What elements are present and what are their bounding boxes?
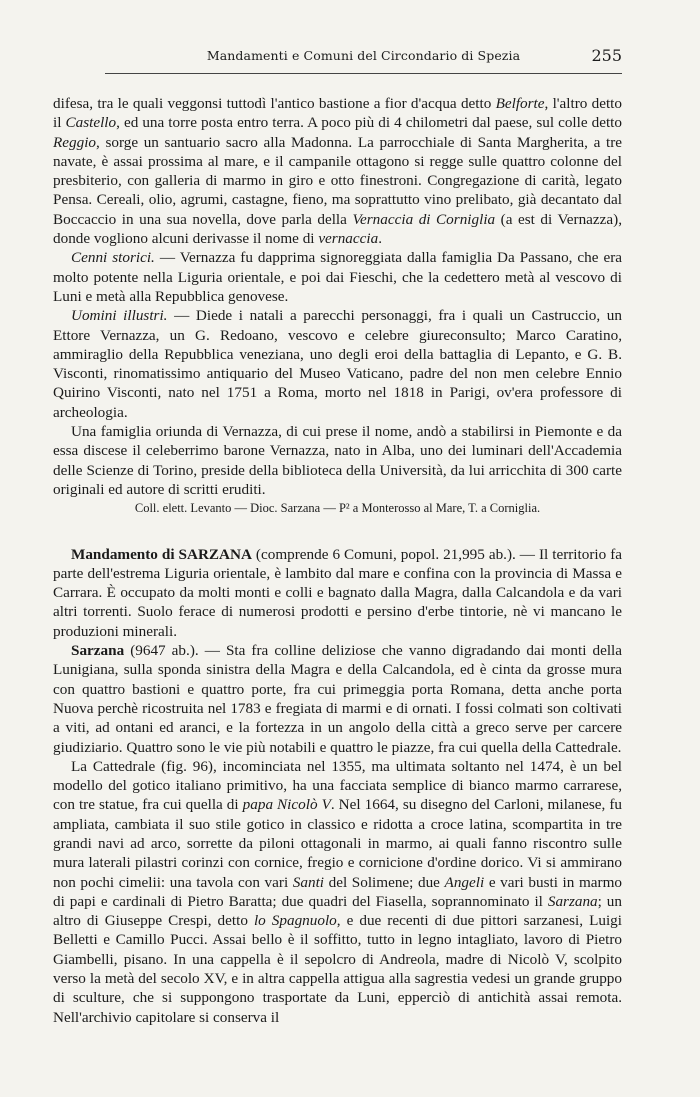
text-run: e vari busti in marmo di papi e cardinali di Pietro Baratta; due quadri del Fiasella, soprannominato il (53, 873, 622, 910)
text-run: (comprende 6 Comuni, popol. 21,995 ab.). — Il territorio fa parte dell'estrema Liguria orientale, è lambito dal mare e confina con la provincia di Massa e Carrara. È occupato da molti monti e colli e bagnato dalla Magra, dalla Calcandola e da vari altri torrenti. Suolo ferace di numerosi prodotti e persino d'erbe tintorie, nè vi mancano le produzioni minerali. (53, 545, 622, 640)
page-number: 255 (591, 46, 622, 65)
italic-run: Angeli (444, 873, 485, 891)
text-run: , l'altro detto il (53, 95, 622, 132)
italic-run: Santi (292, 873, 325, 891)
italic-run: Reggio (53, 133, 97, 151)
running-head (105, 48, 622, 70)
section-heading: Mandamento di SARZANA (71, 545, 252, 563)
text-run: — Vernazza fu dapprima signoreggiata dalla famiglia Da Passano, che era molto potente nella Liguria orientale, e poi dai Fieschi, che la cedettero metà al vescovo di Luni e metà alla Repubblica genovese. (53, 249, 622, 305)
section-gap (53, 519, 622, 545)
section-heading: Sarzana (71, 642, 125, 660)
italic-run: vernaccia (318, 230, 379, 248)
text-run: (a est di Vernazza), donde vogliono alcuni derivasse il nome di (53, 210, 622, 248)
section-label: Uomini illustri. (71, 307, 168, 325)
running-head-title: Mandamenti e Comuni del Circondario di Spezia (206, 48, 521, 63)
text-run: Una famiglia oriunda di Vernazza, di cui prese il nome, andò a stabilirsi in Piemonte e da essa discese il celeberrimo barone Vernazza, nato in Alba, uno dei luminari dell'Accademia delle Scienze di Torino, preside della biblioteca della Università, da lui arricchita di 300 carte originali ed autore di scritti eruditi. (53, 423, 622, 498)
section-label: Cenni storici. (71, 249, 155, 267)
paragraph-uomini-illustri (53, 306, 622, 422)
paragraph-mandamento-sarzana (53, 545, 622, 641)
text-run: La Cattedrale (fig. 96), incominciata nel 1355, ma ultimata soltanto nel 1474, è un bel modello del gotico italiano primitivo, ha una facciata semplice di bianco marmo carrarese, con tre statue, fra cui quella di (53, 757, 622, 814)
text-run: difesa, tra le quali veggonsi tuttodì l'antico bastione a fior d'acqua detto (53, 95, 496, 112)
italic-run: papa Nicolò V (242, 796, 331, 814)
paragraph-cattedrale (53, 757, 622, 1027)
text-run: , sorge un santuario sacro alla Madonna. La parrocchiale di Santa Margherita, a tre navate, è assai prossima al mare, e il campanile ottagono si regge sulle quattro colonne del presbiterio, con galleria di marmo in giro e otto finestroni. Congregazione di carità, legato Pensa. Cereali, olio, agrumi, castagne, fieno, ma soprattutto vino prelibato, già decantato dal Boccaccio in una sua novella, dove parla della (53, 133, 622, 228)
italic-run: lo Spagnuolo (253, 912, 337, 930)
paragraph-vernazza-description (53, 94, 622, 248)
italic-run: Sarzana (547, 892, 598, 910)
main-text (53, 94, 622, 1027)
header-rule (105, 73, 622, 74)
paragraph-famiglia-vernazza (53, 422, 622, 499)
administrative-note: Coll. elett. Levanto — Dioc. Sarzana — P² a Monterosso al Mare, T. a Corniglia. (134, 501, 541, 516)
text-run: del Solimene; due (324, 873, 445, 891)
italic-run: Belforte (495, 95, 545, 112)
paragraph-sarzana (53, 641, 622, 757)
italic-run: Vernaccia di Corniglia (352, 210, 496, 228)
text-run: , e due recenti di due pittori sarzanesi, Luigi Belletti e Camillo Pucci. Assai bello è il soffitto, tutto in legno intagliato, lavoro di Pietro Giambelli, pisano. In una cappella è il sepolcro di Andreola, madre di Nicolò V, scolpito verso la metà del secolo XV, e in altra cappella attigua alla sagrestia vedesi un grande gruppo di sculture, che si suppongono trasportate da Luni, epperciò di antichità assai remota. Nell'archivio capitolare si conserva il (53, 912, 622, 1026)
text-run: , ed una torre posta entro terra. A poco più di 4 chilometri dal paese, sul colle detto (116, 114, 622, 132)
italic-run: Castello (65, 114, 117, 132)
text-run: ; un altro di Giuseppe Crespi, detto (53, 892, 622, 930)
text-run: . Nel 1664, su disegno del Carloni, milanese, fu ampliata, cambiata il suo stile gotico in classico e ridotta a croce latina, scompartita in tre grandi navi ad arco, sorrette da piloni ottagonali in marmo, ai quali fanno riscontro sulle mura laterali pilastri corinzi con cornice, fregio e cornicione d'ordine dorico. Vi si ammirano non pochi cimelii: una tavola con vari (53, 796, 623, 891)
text-run: — Diede i natali a parecchi personaggi, fra i quali un Castruccio, un Ettore Vernazza, un G. Redoano, vescovo e celebre giureconsulto; Marco Caratino, ammiraglio della Repubblica veneziana, uno degli eroi della battaglia di Lepanto, e G. B. Visconti, rinomatissimo antiquario del Museo Vaticano, padre del non men celebre Ennio Quirino Visconti, nato nel 1751 a Roma, morto nel 1818 in Parigi, ov'era professore di archeologia. (53, 307, 622, 421)
paragraph-cenni-storici (53, 248, 622, 306)
text-run: . (378, 230, 382, 248)
text-run: (9647 ab.). — Sta fra colline deliziose che vanno digradando dai monti della Lunigiana, sulla sponda sinistra della Magra e della Calcandola, ed è cinta da grosse mura con quattro bastioni e quattro porte, fra cui primeggia porta Romana, detta anche porta Nuova perchè ricostruita nel 1783 e fregiata di marmi e di ornati. I fossi colmati son coltivati a viti, ad ontani ed aranci, e la fortezza in un angolo della città a greco serve per carcere giudiziario. Quattro sono le vie più notabili e quattro le piazze, fra cui quella della Cattedrale. (53, 642, 622, 756)
